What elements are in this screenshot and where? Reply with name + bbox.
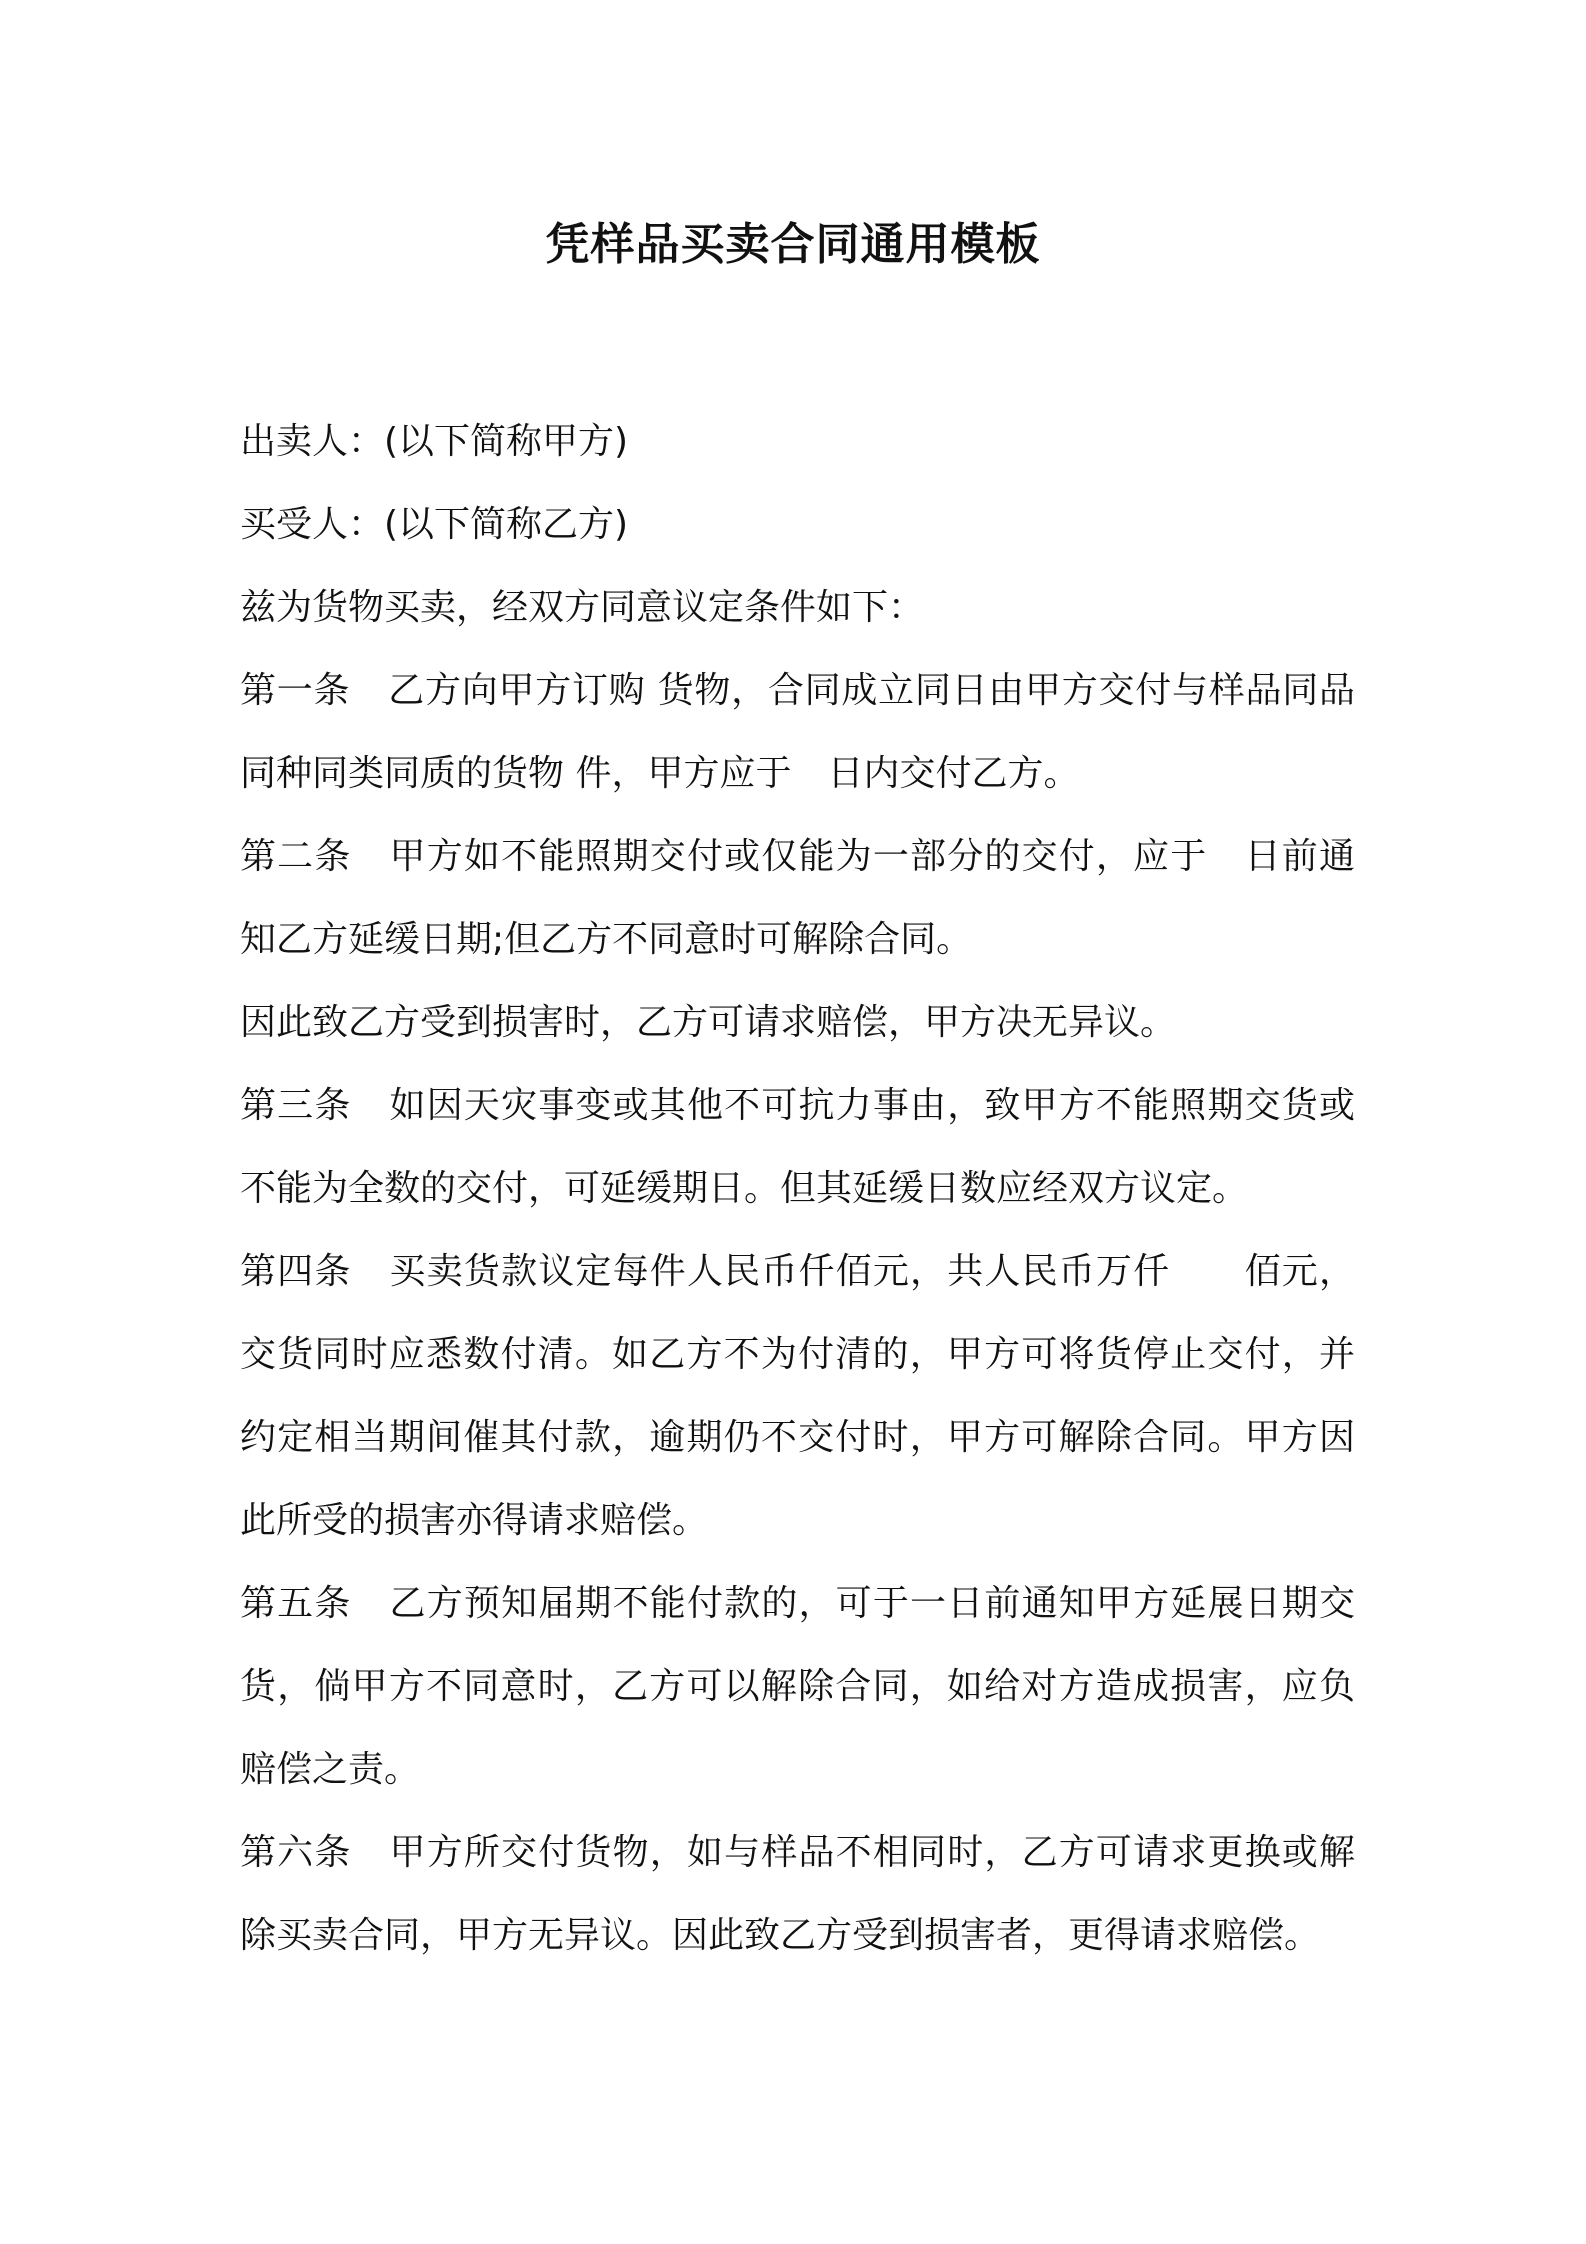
article-6 — [240, 1811, 1355, 1977]
article-number: 第五条 — [240, 1583, 352, 1624]
article-text: 如因天灾事变或其他不可抗力事由，致甲方不能照期交货或不能为全数的交付，可延缓期日。但其延缓日数应经双方议定。 — [240, 1085, 1355, 1209]
document-body — [240, 400, 1355, 1977]
article-text: 买卖货款议定每件人民币仟佰元，共人民币万仟 佰元，交货同时应悉数付清。如乙方不为付清的，甲方可将货停止交付，并约定相当期间催其付款，逾期仍不交付时，甲方可解除合同。甲方因此所受的损害亦得请求赔偿。 — [240, 1251, 1355, 1541]
article-text: 乙方向甲方订购 货物，合同成立同日由甲方交付与样品同品同种同类同质的货物 件，甲方应于 日内交付乙方。 — [240, 670, 1355, 794]
article-3 — [240, 1064, 1355, 1230]
article-number: 第四条 — [240, 1251, 352, 1292]
article-text: 甲方所交付货物，如与样品不相同时，乙方可请求更换或解除买卖合同，甲方无异议。因此致乙方受到损害者，更得请求赔偿。 — [240, 1832, 1355, 1956]
article-4 — [240, 1230, 1355, 1562]
article-number: 第二条 — [240, 836, 352, 877]
article-5 — [240, 1562, 1355, 1811]
article-1 — [240, 649, 1355, 815]
intro-line: 兹为货物买卖，经双方同意议定条件如下： — [240, 587, 925, 628]
article-text: 乙方预知届期不能付款的，可于一日前通知甲方延展日期交货，倘甲方不同意时，乙方可以解除合同，如给对方造成损害，应负赔偿之责。 — [240, 1583, 1355, 1790]
document-title: 凭样品买卖合同通用模板 — [545, 219, 1041, 270]
article-number: 第一条 — [240, 670, 351, 711]
article-number: 第三条 — [240, 1085, 352, 1126]
article-text: 甲方如不能照期交付或仅能为一部分的交付，应于 日前通知乙方延缓日期;但乙方不同意时可解除合同。 — [240, 836, 1355, 960]
seller-line: 出卖人：(以下简称甲方) — [240, 421, 629, 462]
article-2-continuation: 因此致乙方受到损害时，乙方可请求赔偿，甲方决无异议。 — [240, 1002, 1177, 1043]
article-number: 第六条 — [240, 1832, 352, 1873]
article-2 — [240, 815, 1355, 981]
buyer-line: 买受人：(以下简称乙方) — [240, 504, 629, 545]
